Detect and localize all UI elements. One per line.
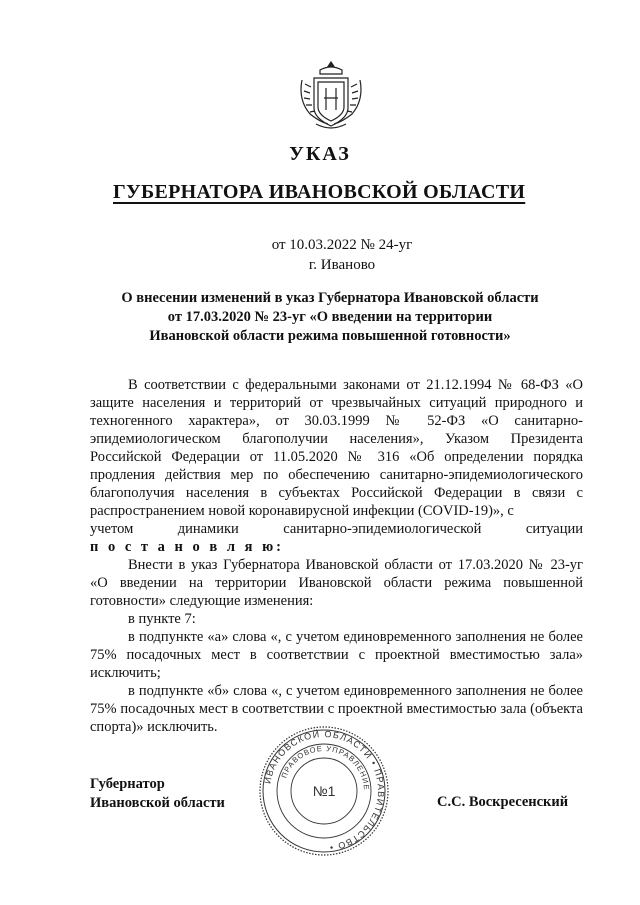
subject-line: от 17.03.2020 № 23-уг «О введении на территории — [167, 309, 493, 325]
signatory-name: С.С. Воскресенский — [437, 794, 569, 810]
document-title: УКАЗ — [289, 143, 351, 165]
signatory-position-line: Губернатор — [90, 776, 165, 792]
document-city: г. Иваново — [308, 257, 376, 273]
official-seal-stamp — [256, 723, 392, 859]
seal-number: №1 — [312, 783, 336, 799]
preamble-last-line: учетом динамики санитарно-эпидемиологической ситуации — [90, 521, 583, 537]
subpoint-a-paragraph: в подпункте «а» слова «, с учетом единовременного заполнения не более 75% посадочных мест в соответствии с проектной вместимостью зала» исключить; — [90, 629, 583, 681]
seal-outer-text: ИВАНОВСКОЙ ОБЛАСТИ • ПРАВИТЕЛЬСТВО • — [262, 728, 387, 853]
signatory-position-line: Ивановской области — [90, 795, 225, 811]
coat-of-arms-emblem — [296, 58, 366, 134]
subject-line: Ивановской области режима повышенной готовности» — [149, 328, 511, 344]
subject-line: О внесении изменений в указ Губернатора Ивановской области — [121, 290, 539, 306]
subpoint-b-paragraph: в подпункте «б» слова «, с учетом единовременного заполнения не более 75% посадочных мест в соответствии с проектной вместимостью зала (объекта спорта)» исключить. — [90, 683, 583, 735]
seal-inner-text: ПРАВОВОЕ УПРАВЛЕНИЕ — [279, 743, 372, 791]
point-paragraph: в пункте 7: — [128, 611, 196, 627]
document-subject — [100, 289, 560, 346]
document-subtitle: ГУБЕРНАТОРА ИВАНОВСКОЙ ОБЛАСТИ — [113, 181, 526, 203]
document-date-number: от 10.03.2022 № 24-уг — [271, 237, 413, 253]
signatory-position — [90, 775, 225, 813]
document-body — [90, 376, 583, 736]
main-item-paragraph: Внести в указ Губернатора Ивановской области от 17.03.2020 № 23-уг «О введении на территории Ивановской области режима повышенной готовности» следующие изменения: — [90, 557, 583, 609]
decree-word: п о с т а н о в л я ю: — [90, 539, 284, 555]
preamble-paragraph: В соответствии с федеральными законами от 21.12.1994 № 68-ФЗ «О защите населения и территорий от чрезвычайных ситуаций природного и техногенного характера», от 30.03.1999 № 52-ФЗ «О санитарно-эпидемиологическом благополучии населения», Указом Президента Российской Федерации от 11.05.2020 № 316 «Об определении порядка продления действия мер по обеспечению санитарно-эпидемиологического благополучия населения в субъектах Российской Федерации в связи с распространением новой коронавирусной инфекции (COVID-19)», с — [90, 377, 583, 519]
